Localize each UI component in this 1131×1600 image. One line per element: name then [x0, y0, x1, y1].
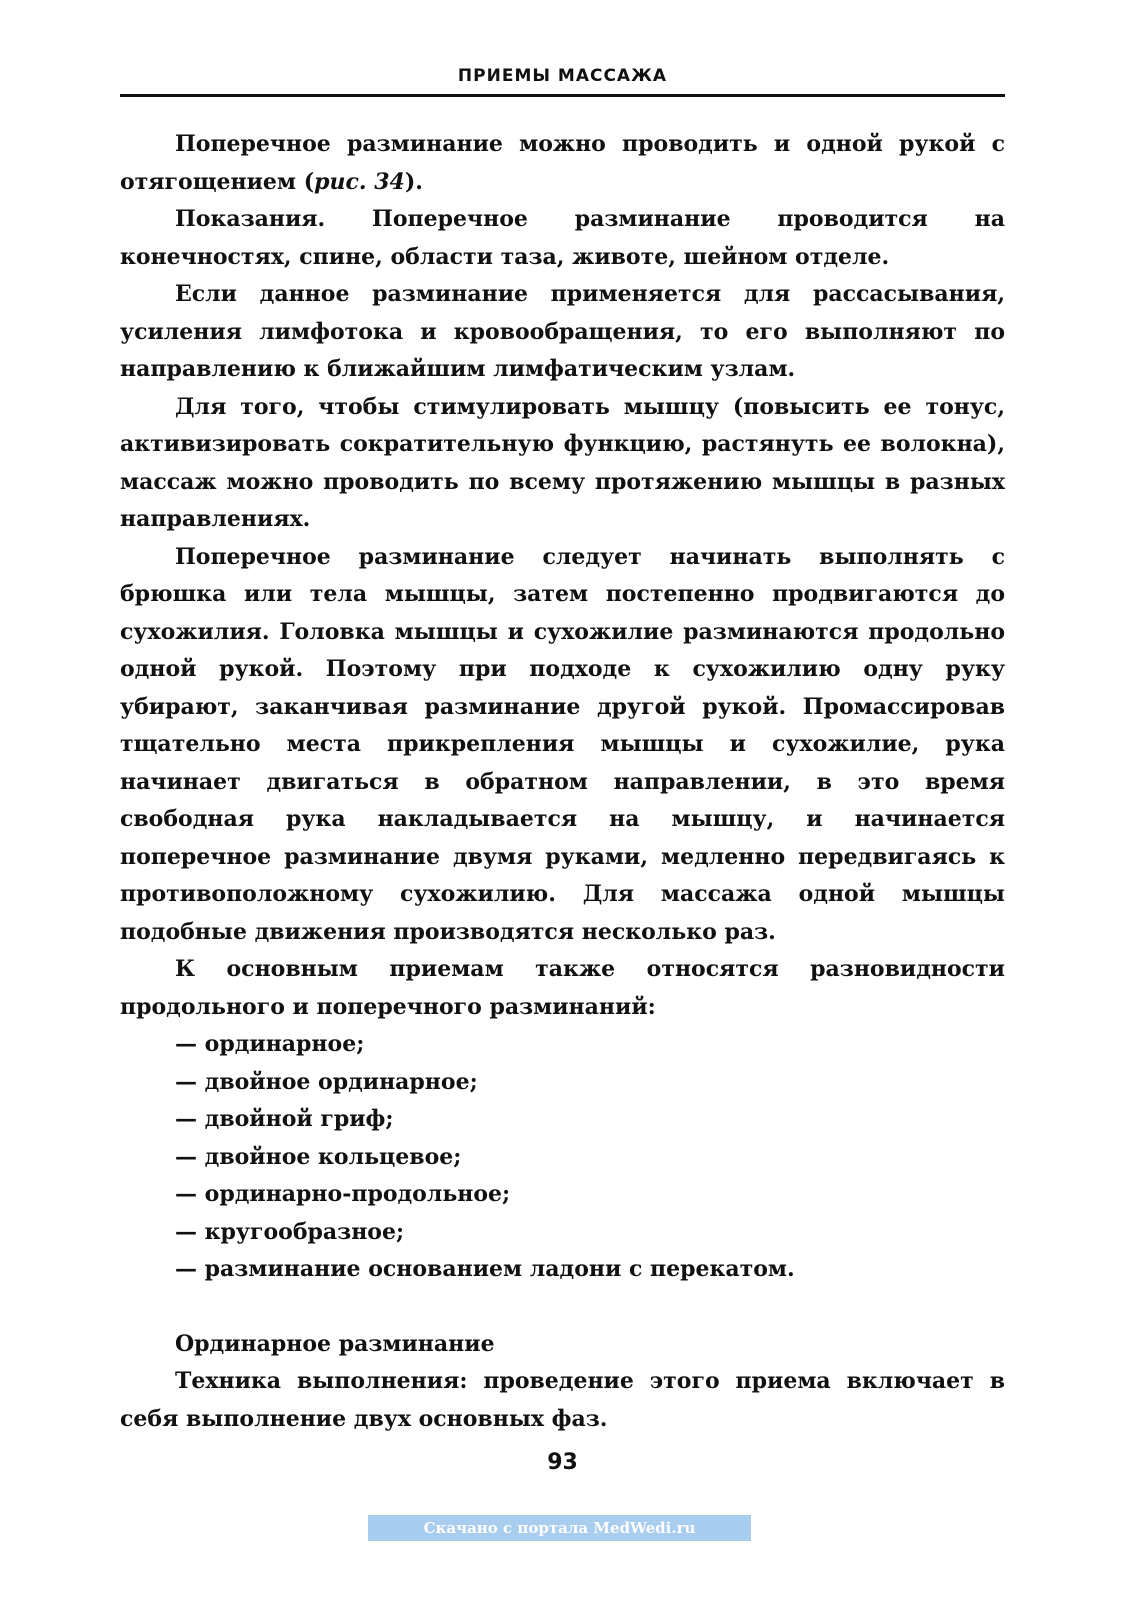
page-number: 93 — [547, 1450, 578, 1475]
list-item: — кругообразное; — [175, 1218, 405, 1245]
paragraph-7: Техника выполнения: проведение этого приема включает в себя выполнение двух основных фаз. — [120, 1368, 1005, 1432]
list-item: — разминание основанием ладони с перекатом. — [175, 1256, 795, 1282]
paragraph-1 — [120, 126, 1005, 201]
paragraph-1-text-b: ). — [404, 168, 423, 195]
section-subheading: Ординарное разминание — [175, 1330, 495, 1357]
header-rule — [120, 94, 1005, 97]
list-item: — двойное ординарное; — [175, 1068, 478, 1095]
watermark-banner: Скачано с портала MedWedi.ru — [368, 1515, 751, 1541]
paragraph-1-text-a: Поперечное разминание можно проводить и одной рукой с отягощением ( — [120, 131, 1005, 195]
list-item: — ординарно-продольное; — [175, 1181, 511, 1207]
paragraph-2: Показания. Поперечное разминание проводится на конечностях, спине, области таза, животе, шейном отделе. — [120, 206, 1005, 270]
paragraph-4: Для того, чтобы стимулировать мышцу (повысить ее тонус, активизировать сократительную функцию, растянуть ее волокна), массаж можно проводить по всему протяжению мышцы в разных направлениях. — [120, 393, 1005, 532]
running-head: ПРИЕМЫ МАССАЖА — [457, 66, 668, 86]
book-page — [120, 0, 1005, 1600]
paragraph-6: К основным приемам также относятся разновидности продольного и поперечного разминаний: — [120, 956, 1005, 1020]
list-item: — двойное кольцевое; — [175, 1143, 462, 1170]
list-item: — ординарное; — [175, 1031, 365, 1057]
paragraph-5: Поперечное разминание следует начинать выполнять с брюшка или тела мышцы, затем постепенно продвигаются до сухожилия. Головка мышцы и сухожилие разминаются продольно одной рукой. Поэтому при подходе к сухожилию одну руку убирают, заканчивая разминание другой рукой. Промассировав тщательно места прикрепления мышцы и сухожилие, рука начинает двигаться в обратном направлении, в это время свободная рука накладывается на мышцу, и начинается поперечное разминание двумя руками, медленно передвигаясь к противоположному сухожилию. Для массажа одной мышцы подобные движения производятся несколько раз. — [120, 543, 1005, 945]
paragraph-3: Если данное разминание применяется для рассасывания, усиления лимфотока и кровообращения, то его выполняют по направлению к ближайшим лимфатическим узлам. — [120, 281, 1005, 382]
technique-list — [120, 1026, 1005, 1289]
body-text — [120, 126, 1005, 1438]
list-item: — двойной гриф; — [175, 1106, 394, 1132]
figure-reference: рис. 34 — [314, 168, 405, 195]
